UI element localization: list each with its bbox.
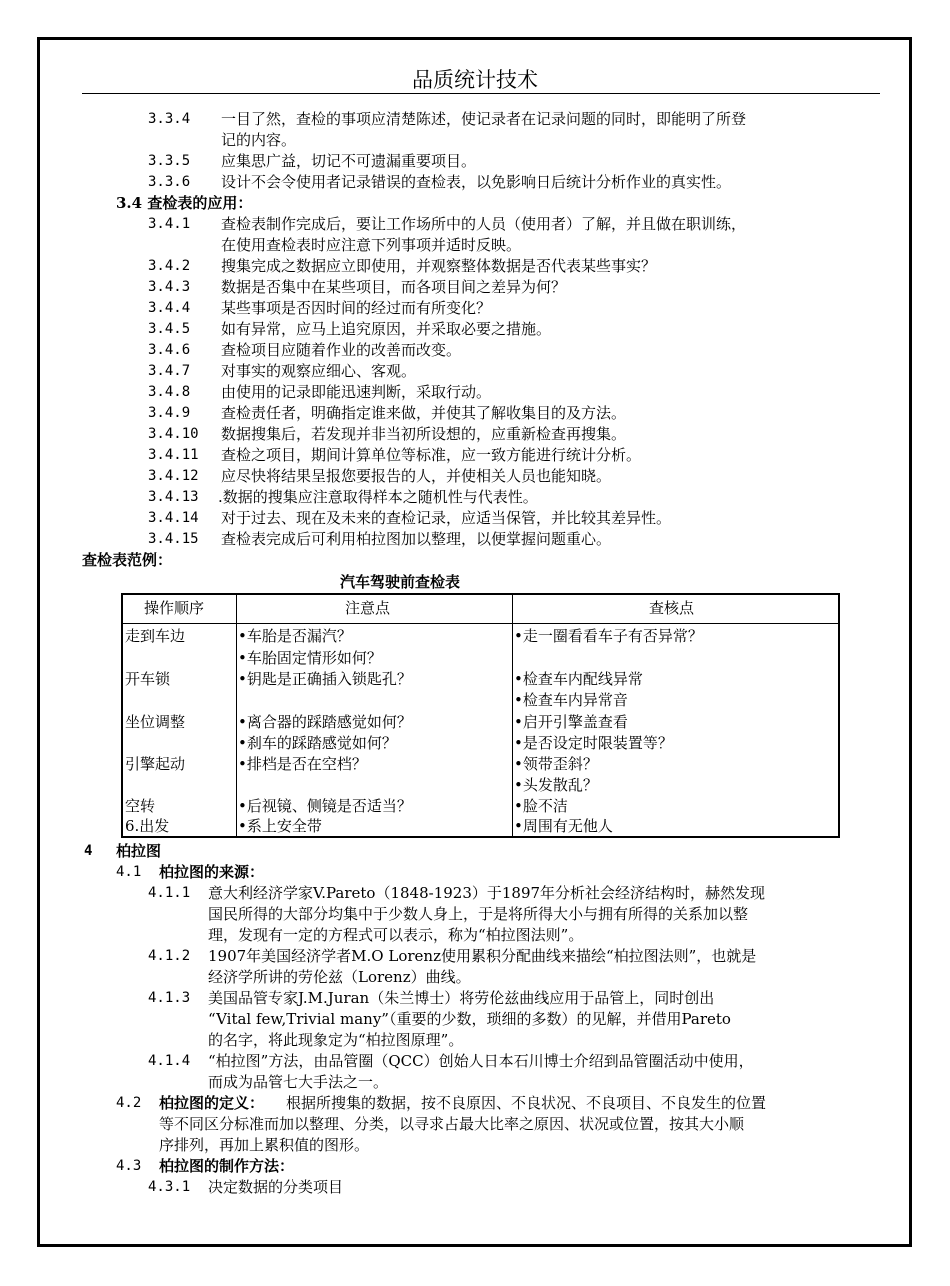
item-text: 数据是否集中在某些项目，而各项目间之差异为何？ (221, 278, 567, 296)
item-number: 3.4.11 (148, 447, 199, 463)
table-cell-step: 引擎起动 (125, 755, 186, 773)
item-text: 应集思广益，切记不可遗漏重要项目。 (221, 152, 477, 170)
item-number: 3.3.6 (148, 174, 191, 190)
section-title: 柏拉图 (116, 842, 162, 860)
item-number: 3.4.2 (148, 258, 191, 274)
table-cell-step: 坐位调整 (125, 713, 186, 731)
definition-text: 根据所搜集的数据，按不良原因、不良状况、不良项目、不良发生的位置 (286, 1094, 767, 1112)
subsection-number: 4.3 (116, 1158, 142, 1174)
item-text: 数据搜集后，若发现并非当初所设想的，应重新检查再搜集。 (221, 425, 627, 443)
item-number: 3.4.9 (148, 405, 191, 421)
section-number: 4 (84, 843, 93, 859)
item-number: 3.4.6 (148, 342, 191, 358)
item-text: .数据的搜集应注意取得样本之随机性与代表性。 (218, 488, 538, 506)
table-cell-check: •周围有无他人 (514, 817, 613, 835)
table-cell-step: 6.出发 (125, 817, 170, 835)
table-cell-step: 走到车边 (125, 627, 186, 645)
page-title: 品质统计技术 (412, 68, 538, 92)
subsection-number: 4.1 (116, 864, 142, 880)
table-cell-note: •系上安全带 (238, 817, 322, 835)
item-text: 查检表完成后可利用柏拉图加以整理，以便掌握问题重心。 (221, 530, 612, 548)
table-divider (512, 595, 513, 836)
table-cell-note: •刹车的踩踏感觉如何？ (238, 734, 397, 752)
item-text: 的名字，将此现象定为“柏拉图原理”。 (208, 1031, 464, 1049)
table-header: 查核点 (649, 599, 695, 617)
item-text: 查检责任者，明确指定谁来做，并使其了解收集目的及方法。 (221, 404, 627, 422)
item-number: 3.4.10 (148, 426, 199, 442)
table-cell-step: 开车锁 (125, 670, 171, 688)
item-text: 国民所得的大部分均集中于少数人身上，于是将所得大小与拥有所得的关系加以整 (208, 905, 749, 923)
table-cell-check: •检查车内异常音 (514, 691, 628, 709)
table-cell-note: •车胎固定情形如何？ (238, 649, 382, 667)
table-cell-check: •领带歪斜？ (514, 755, 598, 773)
item-number: 4.1.1 (148, 885, 191, 901)
item-text: 某些事项是否因时间的经过而有所变化？ (221, 299, 492, 317)
item-text: 应尽快将结果呈报您要报告的人，并使相关人员也能知晓。 (221, 467, 612, 485)
item-number: 3.4.5 (148, 321, 191, 337)
table-cell-note: •钥匙是正确插入锁匙孔？ (238, 670, 412, 688)
table-cell-check: •检查车内配线异常 (514, 670, 643, 688)
table-cell-check: •脸不洁 (514, 797, 568, 815)
item-number: 4.1.4 (148, 1053, 191, 1069)
table-cell-step: 空转 (125, 797, 156, 815)
item-number: 3.4.4 (148, 300, 191, 316)
item-text: 如有异常，应马上追究原因，并采取必要之措施。 (221, 320, 552, 338)
item-text: 而成为品管七大手法之一。 (208, 1073, 389, 1091)
table-cell-note: •离合器的踩踏感觉如何？ (238, 713, 412, 731)
item-text: 搜集完成之数据应立即使用，并观察整体数据是否代表某些事实？ (221, 257, 657, 275)
item-text: 1907年美国经济学者M.O Lorenz使用累积分配曲线来描绘“柏拉图法则”，也就是 (208, 947, 757, 965)
section-heading-3-4: 3.4 查检表的应用： (116, 194, 253, 212)
item-text: 设计不会令使用者记录错误的查检表，以免影响日后统计分析作业的真实性。 (221, 173, 732, 191)
item-number: 4.1.3 (148, 990, 191, 1006)
item-text: 对事实的观察应细心、客观。 (221, 362, 417, 380)
item-text: 由使用的记录即能迅速判断，采取行动。 (221, 383, 492, 401)
table-divider (236, 595, 237, 836)
table-cell-note: •车胎是否漏汽？ (238, 627, 352, 645)
subsection-number: 4.2 (116, 1095, 142, 1111)
table-header: 注意点 (345, 599, 391, 617)
item-number: 3.4.3 (148, 279, 191, 295)
item-number: 3.4.12 (148, 468, 199, 484)
definition-text: 等不同区分标准而加以整理、分类，以寻求占最大比率之原因、状况或位置，按其大小顺 (159, 1115, 745, 1133)
item-number: 4.1.2 (148, 948, 191, 964)
item-text: 美国品管专家J.M.Juran（朱兰博士）将劳伦兹曲线应用于品管上，同时创出 (208, 989, 715, 1007)
definition-text: 序排列，再加上累积值的图形。 (159, 1136, 370, 1154)
table-header-divider (123, 623, 838, 624)
item-text: 决定数据的分类项目 (208, 1178, 344, 1196)
example-heading: 查检表范例： (82, 551, 173, 569)
item-number: 3.4.15 (148, 531, 199, 547)
item-text: 对于过去、现在及未来的查检记录，应适当保管，并比较其差异性。 (221, 509, 672, 527)
table-cell-check: •走一圈看看车子有否异常？ (514, 627, 703, 645)
item-text: 记的内容。 (221, 131, 297, 149)
table-cell-check: •头发散乱？ (514, 776, 598, 794)
item-number: 3.4.1 (148, 216, 191, 232)
item-text: 查检表制作完成后，要让工作场所中的人员（使用者）了解，并且做在职训练， (221, 215, 747, 233)
item-text: “Vital few,Trivial many”（重要的少数，琐细的多数）的见解，并借用Pareto (208, 1010, 731, 1028)
table-header: 操作顺序 (144, 599, 205, 617)
item-text: 一目了然，查检的事项应清楚陈述，使记录者在记录问题的同时，即能明了所登 (221, 110, 747, 128)
item-number: 3.4.8 (148, 384, 191, 400)
item-text: 查检之项目，期间计算单位等标准，应一致方能进行统计分析。 (221, 446, 642, 464)
item-text: “柏拉图”方法，由品管圈（QCC）创始人日本石川博士介绍到品管圈活动中使用， (208, 1052, 754, 1070)
item-text: 经济学所讲的劳伦兹（Lorenz）曲线。 (208, 968, 471, 986)
table-cell-note: •排档是否在空档？ (238, 755, 367, 773)
item-text: 在使用查检表时应注意下列事项并适时反映。 (221, 236, 522, 254)
item-number: 3.4.7 (148, 363, 191, 379)
table-cell-note: •后视镜、侧镜是否适当？ (238, 797, 412, 815)
subsection-title: 柏拉图的制作方法： (159, 1157, 295, 1175)
item-number: 3.3.5 (148, 153, 191, 169)
item-text: 理，发现有一定的方程式可以表示，称为“柏拉图法则”。 (208, 926, 584, 944)
item-number: 3.4.14 (148, 510, 199, 526)
item-text: 意大利经济学家V.Pareto（1848-1923）于1897年分析社会经济结构时，赫然发现 (208, 884, 766, 902)
title-rule (82, 93, 880, 94)
table-title: 汽车驾驶前查检表 (340, 573, 461, 591)
subsection-title: 柏拉图的定义： (159, 1094, 265, 1112)
item-number: 3.4.13 (148, 489, 199, 505)
table-cell-check: •是否设定时限装置等？ (514, 734, 673, 752)
check-table (121, 593, 840, 838)
item-number: 4.3.1 (148, 1179, 191, 1195)
item-text: 查检项目应随着作业的改善而改变。 (221, 341, 462, 359)
subsection-title: 柏拉图的来源： (159, 863, 265, 881)
table-cell-check: •启开引擎盖查看 (514, 713, 628, 731)
item-number: 3.3.4 (148, 111, 191, 127)
